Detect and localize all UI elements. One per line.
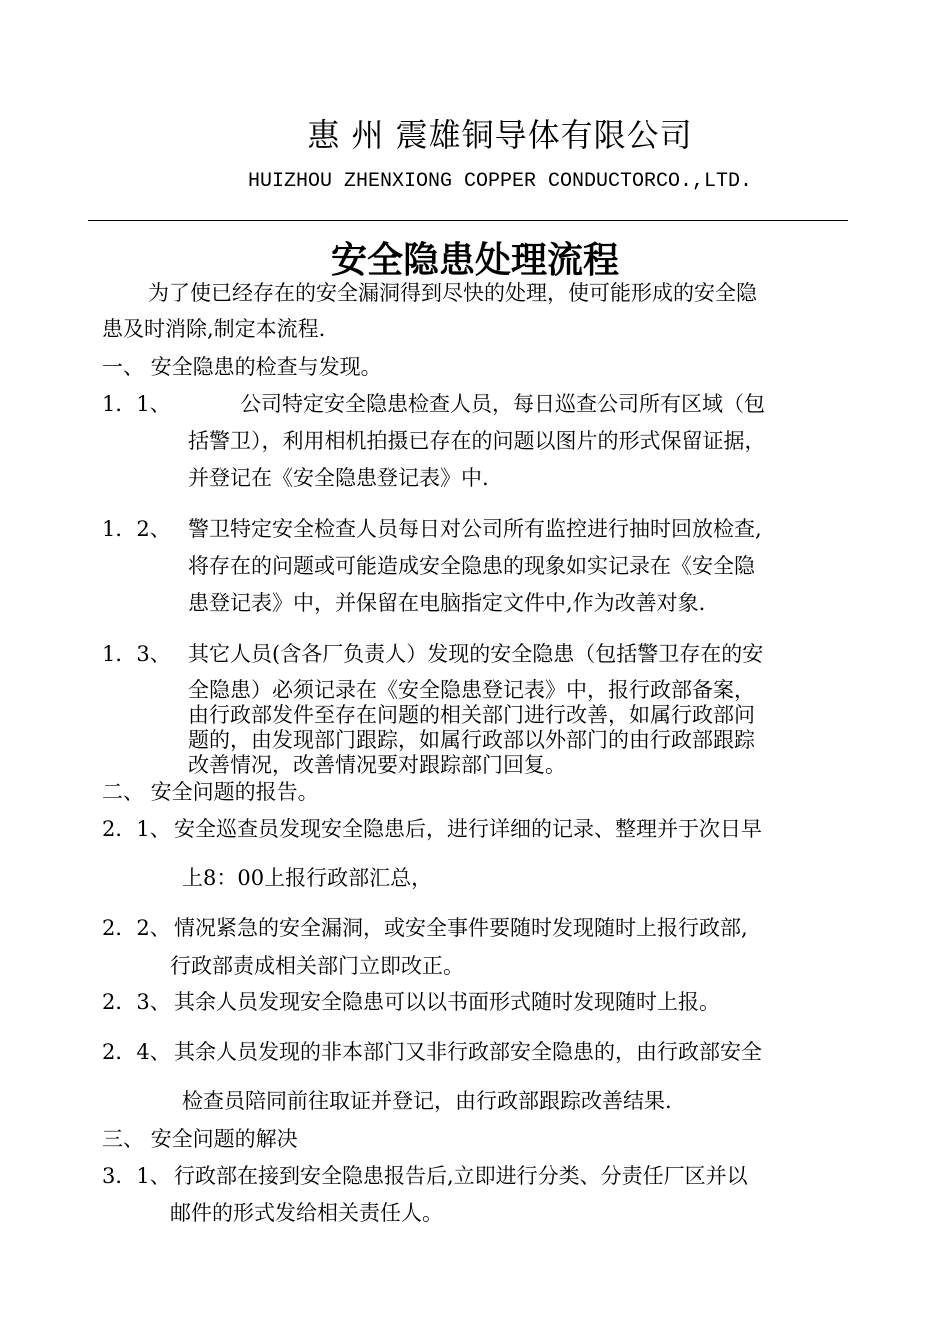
item-2-4-number: 2．4、 xyxy=(102,1040,171,1064)
item-1-2-line-3: 患登记表》中，并保留在电脑指定文件中,作为改善对象. xyxy=(188,591,706,615)
item-2-2-line-1: 情况紧急的安全漏洞，或安全事件要随时发现随时上报行政部, xyxy=(174,916,748,940)
item-1-3-line-1: 其它人员(含各厂负责人）发现的安全隐患（包括警卫存在的安 xyxy=(188,642,764,666)
section-1-heading: 一、 安全隐患的检查与发现。 xyxy=(102,355,382,379)
header-divider xyxy=(88,220,848,221)
item-3-1-number: 3．1、 xyxy=(102,1164,171,1188)
section-2-heading: 二、 安全问题的报告。 xyxy=(102,780,319,804)
item-1-1-number: 1．1、 xyxy=(102,392,171,416)
company-name-en: HUIZHOU ZHENXIONG COPPER CONDUCTORCO.,LTD. xyxy=(247,170,753,193)
item-2-1-number: 2．1、 xyxy=(102,817,171,841)
item-2-3-number: 2．3、 xyxy=(102,990,171,1014)
item-2-3-line-1: 其余人员发现安全隐患可以以书面形式随时发现随时上报。 xyxy=(174,990,720,1014)
item-3-1-line-1: 行政部在接到安全隐患报告后,立即进行分类、分责任厂区并以 xyxy=(174,1164,748,1188)
item-2-2-line-2: 行政部责成相关部门立即改正。 xyxy=(170,954,464,978)
item-2-4-line-1: 其余人员发现的非本部门又非行政部安全隐患的，由行政部安全 xyxy=(174,1040,762,1064)
item-2-2-number: 2．2、 xyxy=(102,916,171,940)
item-1-2-line-1: 警卫特定安全检查人员每日对公司所有监控进行抽时回放检查, xyxy=(188,517,762,541)
intro-line-2: 患及时消除,制定本流程. xyxy=(102,317,326,341)
item-1-1-line-1: 公司特定安全隐患检查人员，每日巡查公司所有区域（包 xyxy=(240,392,765,416)
intro-line-1: 为了使已经存在的安全漏洞得到尽快的处理，使可能形成的安全隐 xyxy=(148,281,757,305)
section-3-heading: 三、 安全问题的解决 xyxy=(102,1127,298,1151)
item-1-3-number: 1．3、 xyxy=(102,642,171,666)
item-1-2-number: 1．2、 xyxy=(102,517,171,541)
company-name-cn: 惠 州 震雄铜导体有限公司 xyxy=(307,116,693,154)
item-1-3-line-2: 全隐患）必须记录在《安全隐患登记表》中，报行政部备案， xyxy=(188,678,755,702)
item-2-1-line-1: 安全巡查员发现安全隐患后，进行详细的记录、整理并于次日早 xyxy=(174,817,762,841)
item-2-4-line-2: 检查员陪同前往取证并登记，由行政部跟踪改善结果. xyxy=(182,1089,672,1113)
item-3-1-line-2: 邮件的形式发给相关责任人。 xyxy=(170,1201,443,1225)
document-title: 安全隐患处理流程 xyxy=(330,240,619,281)
item-1-2-line-2: 将存在的问题或可能造成安全隐患的现象如实记录在《安全隐 xyxy=(188,554,755,578)
item-2-1-line-2: 上8：00上报行政部汇总， xyxy=(182,866,433,890)
item-1-1-line-2: 括警卫），利用相机拍摄已存在的问题以图片的形式保留证据， xyxy=(188,429,766,453)
item-1-3-line-4: 题的，由发现部门跟踪，如属行政部以外部门的由行政部跟踪 xyxy=(188,728,755,752)
item-1-3-line-5: 改善情况，改善情况要对跟踪部门回复。 xyxy=(188,753,566,777)
item-1-1-line-3: 并登记在《安全隐患登记表》中. xyxy=(188,466,489,490)
item-1-3-line-3: 由行政部发件至存在问题的相关部门进行改善，如属行政部问 xyxy=(188,703,755,727)
